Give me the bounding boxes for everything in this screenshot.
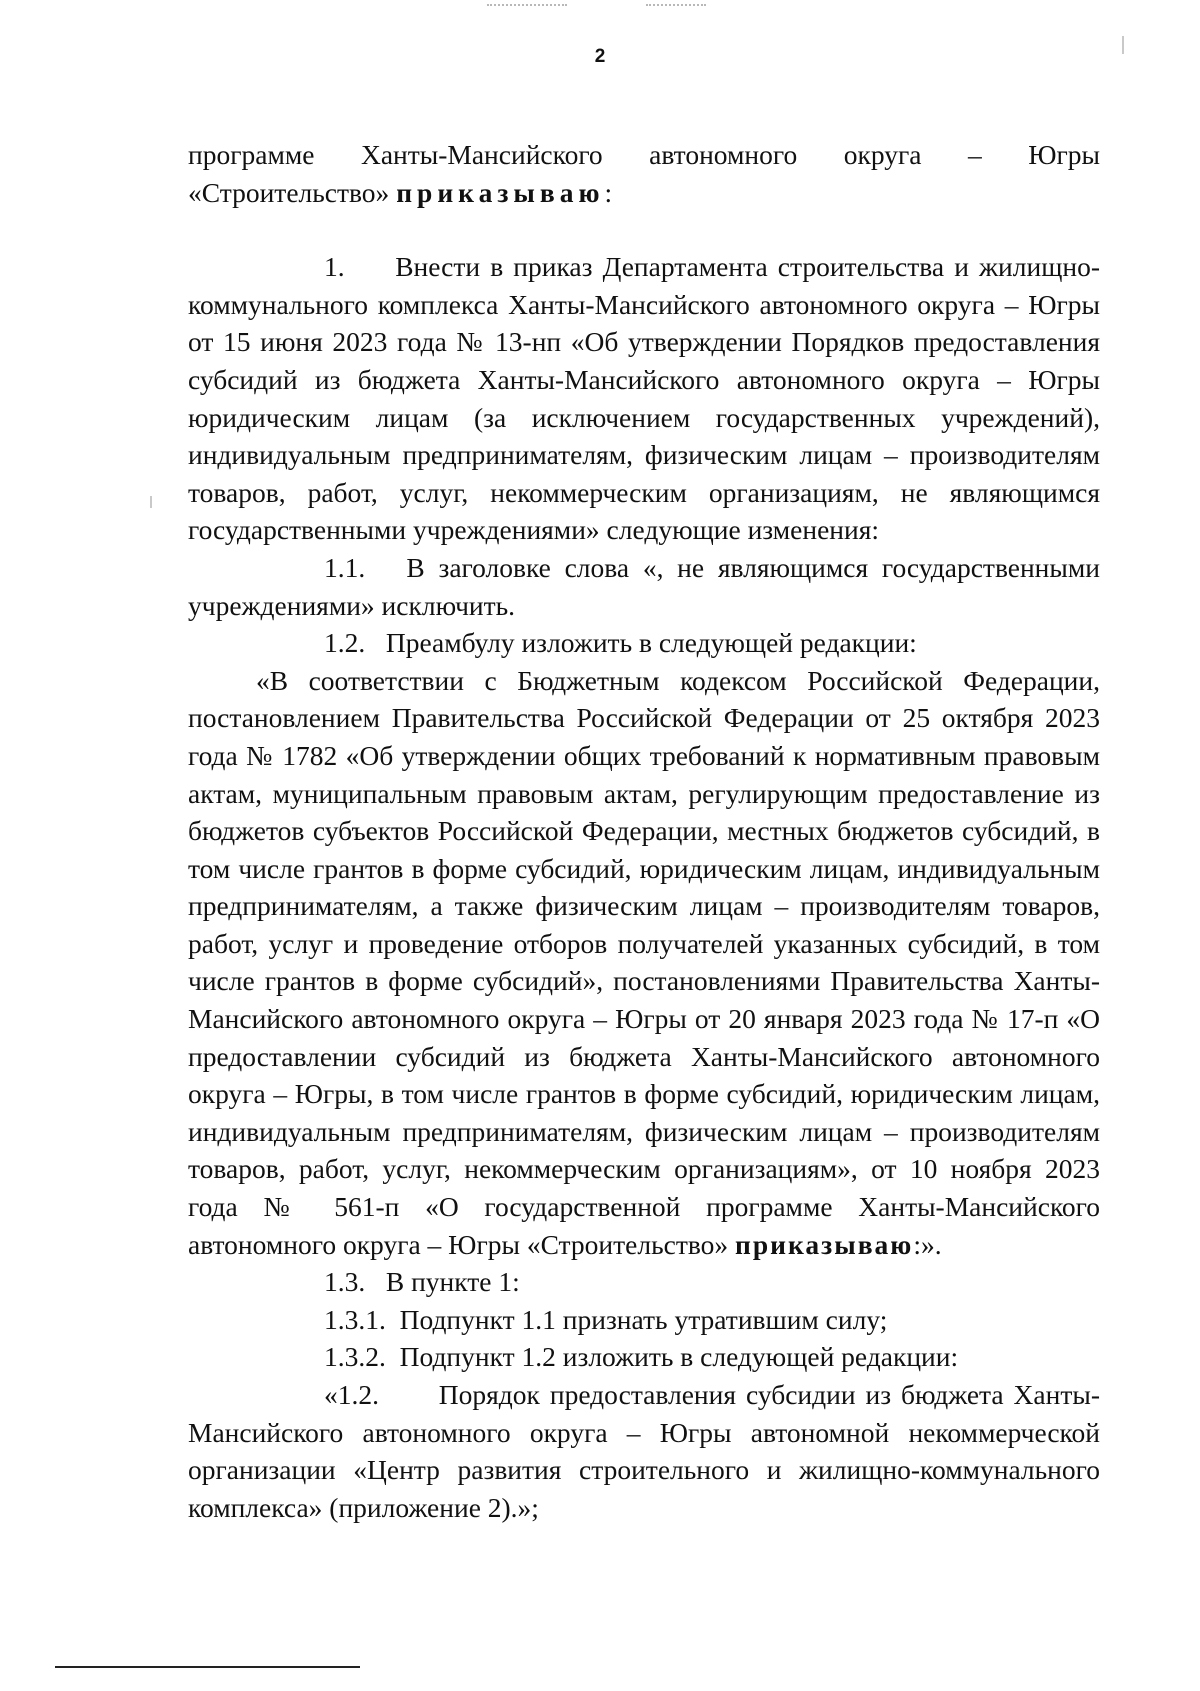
document-body bbox=[188, 136, 1100, 1526]
quoted-item-1-2 bbox=[188, 1376, 1100, 1526]
item-number: 1.1. bbox=[324, 551, 366, 583]
item-text: В пункте 1: bbox=[385, 1266, 520, 1298]
item-text: В заголовке слова «, не являющимся государственными учреждениями» исключить. bbox=[188, 551, 1100, 621]
intro-text: «Строительство» bbox=[188, 176, 397, 208]
item-text: Подпункт 1.1 признать утратившим силу; bbox=[399, 1303, 888, 1335]
preamble-quote bbox=[188, 662, 1100, 1264]
item-number: 1.3. bbox=[324, 1266, 366, 1298]
scan-artifact bbox=[646, 4, 706, 10]
item-number: 1. bbox=[324, 251, 345, 283]
footer-divider bbox=[55, 1666, 360, 1668]
item-text: Преамбулу изложить в следующей редакции: bbox=[385, 627, 917, 659]
item-1-1 bbox=[188, 549, 1100, 624]
item-text: Внести в приказ Департамента строительства и жилищно-коммунального комплекса Ханты-Мансийского автономного округа – Югры от 15 июня 2023 года № 13-нп «Об утверждении Порядков предоставления субсидий из бюджета Ханты-Мансийского автономного округа – Югры юридическим лицам (за исключением государственных учреждений), индивидуальным предпринимателям, физическим лицам – производителям товаров, работ, услуг, некоммерческим организациям, не являющимся государственными учреждениями» следующие изменения: bbox=[188, 251, 1100, 546]
order-keyword: приказываю bbox=[735, 1228, 914, 1260]
scan-artifact bbox=[150, 496, 152, 508]
page-number: 2 bbox=[594, 46, 606, 67]
item-1 bbox=[188, 248, 1100, 549]
order-keyword: приказываю bbox=[396, 176, 605, 208]
item-1-2 bbox=[188, 624, 1100, 662]
item-text: Подпункт 1.2 изложить в следующей редакции: bbox=[399, 1341, 959, 1373]
item-number: «1.2. bbox=[324, 1379, 379, 1410]
intro-line-1 bbox=[188, 136, 1100, 174]
intro-text: : bbox=[604, 176, 613, 208]
scan-artifact bbox=[1122, 36, 1124, 54]
preamble-suffix: :». bbox=[913, 1228, 942, 1260]
intro-text: программе Ханты-Мансийского автономного округа – Югры bbox=[188, 139, 1100, 170]
intro-line-2 bbox=[188, 174, 1100, 212]
scan-artifact bbox=[487, 4, 567, 10]
item-1-3-1 bbox=[188, 1301, 1100, 1339]
item-1-3 bbox=[188, 1263, 1100, 1301]
item-number: 1.2. bbox=[324, 627, 366, 659]
item-number: 1.3.2. bbox=[324, 1341, 386, 1373]
item-number: 1.3.1. bbox=[324, 1303, 386, 1335]
item-text: Порядок предоставления субсидии из бюджета Ханты-Мансийского автономного округа – Югры автономной некоммерческой организации «Центр развития строительного и жилищно-коммунального комплекса» (приложение 2).»; bbox=[188, 1379, 1100, 1523]
preamble-text: «В соответствии с Бюджетным кодексом Российской Федерации, постановлением Правительства Российской Федерации от 25 октября 2023 года № 1782 «Об утверждении общих требований к нормативным правовым актам, муниципальным правовым актам, регулирующим предоставление из бюджетов субъектов Российской Федерации, местных бюджетов субсидий, в том числе грантов в форме субсидий, юридическим лицам, индивидуальным предпринимателям, а также физическим лицам – производителям товаров, работ, услуг и проведение отборов получателей указанных субсидий, в том числе грантов в форме субсидий», постановлениями Правительства Ханты-Мансийского автономного округа – Югры от 20 января 2023 года № 17-п «О предоставлении субсидий из бюджета Ханты-Мансийского автономного округа – Югры, в том числе грантов в форме субсидий, юридическим лицам, индивидуальным предпринимателям, физическим лицам – производителям товаров, работ, услуг, некоммерческим организациям», от 10 ноября 2023 года № 561-п «О государственной программе Ханты-Мансийского автономного округа – Югры «Строительство» bbox=[188, 664, 1100, 1260]
item-1-3-2 bbox=[188, 1338, 1100, 1376]
